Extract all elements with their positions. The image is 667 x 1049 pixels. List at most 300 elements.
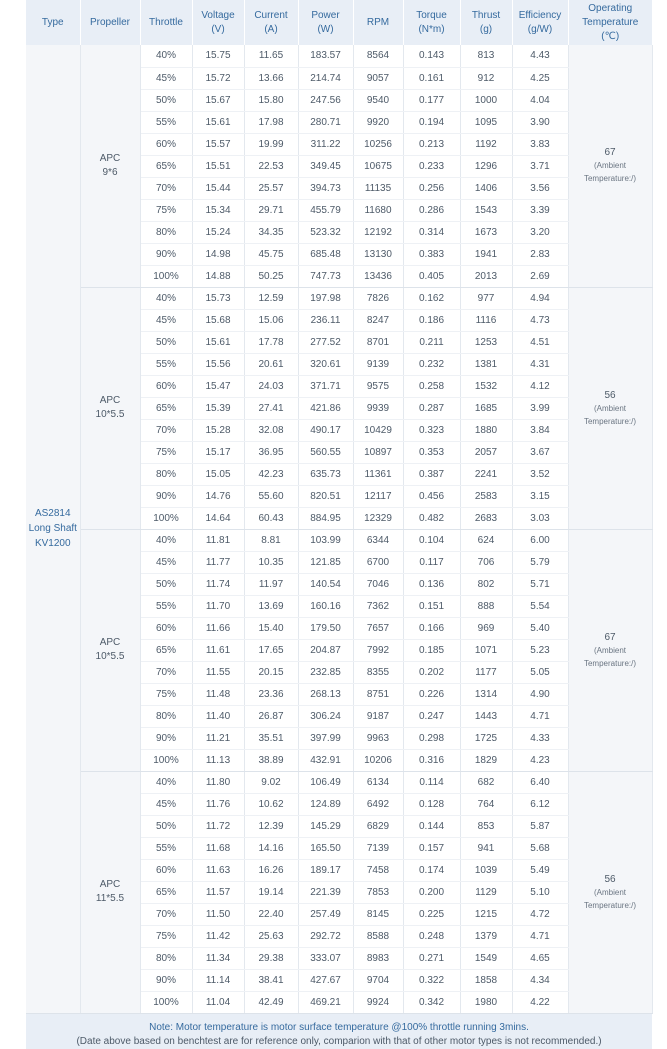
cell-thrust: 1443 [460,705,512,727]
cell-torque: 0.287 [403,397,460,419]
cell-power: 140.54 [298,573,353,595]
cell-torque: 0.144 [403,815,460,837]
cell-efficiency: 3.67 [512,441,568,463]
cell-voltage: 15.17 [192,441,244,463]
cell-voltage: 11.81 [192,529,244,551]
cell-throttle: 55% [140,595,192,617]
cell-torque: 0.353 [403,441,460,463]
cell-throttle: 55% [140,111,192,133]
cell-rpm: 9924 [353,991,403,1013]
cell-power: 160.16 [298,595,353,617]
cell-power: 371.71 [298,375,353,397]
cell-rpm: 6344 [353,529,403,551]
cell-thrust: 1858 [460,969,512,991]
header-propeller: Propeller [80,0,140,45]
cell-power: 236.11 [298,309,353,331]
propeller-cell [80,529,140,771]
cell-voltage: 15.05 [192,463,244,485]
cell-rpm: 11680 [353,199,403,221]
cell-rpm: 10429 [353,419,403,441]
propeller-size: 10*5.5 [95,651,125,662]
cell-voltage: 14.64 [192,507,244,529]
cell-rpm: 10897 [353,441,403,463]
cell-power: 232.85 [298,661,353,683]
propeller-size: 10*5.5 [95,409,125,420]
cell-thrust: 888 [460,595,512,617]
cell-thrust: 1381 [460,353,512,375]
cell-torque: 0.136 [403,573,460,595]
header-torque: Torque (N*m) [403,0,460,45]
propeller-cell [80,45,140,287]
operating-temperature-cell [568,529,652,771]
cell-thrust: 706 [460,551,512,573]
cell-current: 14.16 [244,837,298,859]
cell-voltage: 15.75 [192,45,244,67]
operating-temperature-cell [568,771,652,1013]
cell-voltage: 11.21 [192,727,244,749]
cell-throttle: 65% [140,881,192,903]
cell-power: 103.99 [298,529,353,551]
cell-throttle: 40% [140,529,192,551]
cell-throttle: 65% [140,155,192,177]
cell-current: 45.75 [244,243,298,265]
cell-voltage: 15.57 [192,133,244,155]
cell-current: 50.25 [244,265,298,287]
cell-thrust: 853 [460,815,512,837]
cell-voltage: 15.39 [192,397,244,419]
cell-rpm: 9963 [353,727,403,749]
cell-thrust: 1314 [460,683,512,705]
cell-throttle: 40% [140,287,192,309]
cell-rpm: 6492 [353,793,403,815]
cell-torque: 0.151 [403,595,460,617]
cell-current: 26.87 [244,705,298,727]
ambient-temperature-note: (Ambient Temperature:/) [583,403,637,426]
cell-torque: 0.200 [403,881,460,903]
cell-efficiency: 5.05 [512,661,568,683]
cell-current: 19.14 [244,881,298,903]
footnote [26,1014,652,1049]
cell-throttle: 65% [140,397,192,419]
cell-thrust: 813 [460,45,512,67]
cell-current: 23.36 [244,683,298,705]
cell-efficiency: 3.52 [512,463,568,485]
cell-current: 11.97 [244,573,298,595]
cell-voltage: 11.70 [192,595,244,617]
cell-power: 333.07 [298,947,353,969]
cell-efficiency: 3.99 [512,397,568,419]
cell-voltage: 11.76 [192,793,244,815]
propeller-cell [80,287,140,529]
cell-torque: 0.177 [403,89,460,111]
temperature-value: 56 [604,389,616,401]
cell-torque: 0.342 [403,991,460,1013]
cell-torque: 0.117 [403,551,460,573]
cell-power: 884.95 [298,507,353,529]
cell-current: 32.08 [244,419,298,441]
ambient-temperature-note: (Ambient Temperature:/) [583,887,637,910]
cell-thrust: 1000 [460,89,512,111]
cell-current: 36.95 [244,441,298,463]
cell-rpm: 6700 [353,551,403,573]
cell-throttle: 80% [140,463,192,485]
cell-current: 25.57 [244,177,298,199]
cell-voltage: 15.51 [192,155,244,177]
cell-power: 421.86 [298,397,353,419]
temperature-value: 56 [604,873,616,885]
cell-torque: 0.161 [403,67,460,89]
cell-throttle: 55% [140,837,192,859]
cell-voltage: 15.67 [192,89,244,111]
cell-efficiency: 5.49 [512,859,568,881]
cell-power: 183.57 [298,45,353,67]
cell-throttle: 75% [140,441,192,463]
cell-thrust: 1116 [460,309,512,331]
motor-type-line3: KV1200 [34,538,71,550]
cell-efficiency: 5.68 [512,837,568,859]
header-efficiency: Efficiency (g/W) [512,0,568,45]
cell-power: 320.61 [298,353,353,375]
cell-torque: 0.114 [403,771,460,793]
operating-temperature-cell [568,45,652,287]
header-thrust: Thrust (g) [460,0,512,45]
cell-power: 635.73 [298,463,353,485]
cell-efficiency: 5.87 [512,815,568,837]
cell-voltage: 14.88 [192,265,244,287]
cell-current: 13.66 [244,67,298,89]
cell-power: 397.99 [298,727,353,749]
cell-torque: 0.298 [403,727,460,749]
cell-rpm: 9187 [353,705,403,727]
cell-torque: 0.174 [403,859,460,881]
cell-efficiency: 6.12 [512,793,568,815]
cell-voltage: 11.48 [192,683,244,705]
cell-thrust: 1379 [460,925,512,947]
cell-voltage: 15.47 [192,375,244,397]
cell-current: 25.63 [244,925,298,947]
header-current: Current (A) [244,0,298,45]
cell-current: 29.38 [244,947,298,969]
cell-throttle: 65% [140,639,192,661]
motor-type-cell [26,45,80,1013]
cell-rpm: 9139 [353,353,403,375]
cell-rpm: 9540 [353,89,403,111]
cell-power: 747.73 [298,265,353,287]
cell-voltage: 15.72 [192,67,244,89]
cell-throttle: 90% [140,243,192,265]
cell-throttle: 70% [140,903,192,925]
cell-rpm: 8588 [353,925,403,947]
cell-torque: 0.232 [403,353,460,375]
cell-rpm: 10206 [353,749,403,771]
cell-thrust: 2583 [460,485,512,507]
cell-efficiency: 4.71 [512,705,568,727]
cell-voltage: 15.68 [192,309,244,331]
cell-efficiency: 4.31 [512,353,568,375]
table-row [26,529,652,551]
cell-power: 277.52 [298,331,353,353]
cell-throttle: 75% [140,925,192,947]
cell-torque: 0.128 [403,793,460,815]
propeller-cell [80,771,140,1013]
cell-voltage: 11.57 [192,881,244,903]
cell-thrust: 1039 [460,859,512,881]
cell-efficiency: 3.90 [512,111,568,133]
cell-current: 15.80 [244,89,298,111]
cell-current: 13.69 [244,595,298,617]
cell-efficiency: 4.43 [512,45,568,67]
cell-rpm: 7853 [353,881,403,903]
cell-current: 34.35 [244,221,298,243]
cell-current: 42.49 [244,991,298,1013]
cell-power: 349.45 [298,155,353,177]
cell-torque: 0.194 [403,111,460,133]
cell-current: 22.53 [244,155,298,177]
cell-throttle: 60% [140,375,192,397]
cell-current: 35.51 [244,727,298,749]
cell-current: 19.99 [244,133,298,155]
cell-power: 280.71 [298,111,353,133]
cell-current: 17.98 [244,111,298,133]
cell-current: 12.39 [244,815,298,837]
cell-voltage: 15.28 [192,419,244,441]
cell-voltage: 11.55 [192,661,244,683]
cell-voltage: 11.66 [192,617,244,639]
cell-torque: 0.247 [403,705,460,727]
cell-power: 221.39 [298,881,353,903]
cell-efficiency: 4.51 [512,331,568,353]
cell-power: 257.49 [298,903,353,925]
cell-power: 179.50 [298,617,353,639]
cell-efficiency: 4.23 [512,749,568,771]
cell-torque: 0.405 [403,265,460,287]
cell-rpm: 8751 [353,683,403,705]
cell-rpm: 8355 [353,661,403,683]
cell-power: 214.74 [298,67,353,89]
cell-current: 17.65 [244,639,298,661]
header-rpm: RPM [353,0,403,45]
cell-thrust: 2057 [460,441,512,463]
cell-efficiency: 4.94 [512,287,568,309]
cell-rpm: 7362 [353,595,403,617]
cell-current: 11.65 [244,45,298,67]
cell-rpm: 9939 [353,397,403,419]
cell-voltage: 11.74 [192,573,244,595]
cell-efficiency: 4.71 [512,925,568,947]
cell-thrust: 1725 [460,727,512,749]
cell-power: 189.17 [298,859,353,881]
cell-torque: 0.456 [403,485,460,507]
cell-voltage: 15.61 [192,111,244,133]
cell-power: 106.49 [298,771,353,793]
cell-torque: 0.143 [403,45,460,67]
cell-efficiency: 4.33 [512,727,568,749]
cell-throttle: 50% [140,331,192,353]
cell-rpm: 6134 [353,771,403,793]
cell-thrust: 2013 [460,265,512,287]
cell-current: 12.59 [244,287,298,309]
cell-efficiency: 4.72 [512,903,568,925]
cell-efficiency: 6.40 [512,771,568,793]
cell-thrust: 1532 [460,375,512,397]
cell-power: 455.79 [298,199,353,221]
footnote-note: Note: Motor temperature is motor surface temperature @100% throttle running 3mins. [149,1022,529,1033]
cell-torque: 0.186 [403,309,460,331]
cell-current: 15.40 [244,617,298,639]
cell-rpm: 9920 [353,111,403,133]
cell-voltage: 11.13 [192,749,244,771]
cell-efficiency: 4.22 [512,991,568,1013]
cell-power: 268.13 [298,683,353,705]
cell-efficiency: 5.10 [512,881,568,903]
cell-efficiency: 2.69 [512,265,568,287]
cell-current: 9.02 [244,771,298,793]
table-header [26,0,652,45]
cell-voltage: 15.24 [192,221,244,243]
cell-rpm: 7458 [353,859,403,881]
cell-torque: 0.323 [403,419,460,441]
cell-torque: 0.213 [403,133,460,155]
cell-torque: 0.185 [403,639,460,661]
cell-power: 145.29 [298,815,353,837]
cell-torque: 0.271 [403,947,460,969]
cell-power: 427.67 [298,969,353,991]
cell-throttle: 100% [140,991,192,1013]
cell-efficiency: 4.65 [512,947,568,969]
cell-rpm: 10675 [353,155,403,177]
propeller-brand: APC [99,637,121,648]
cell-torque: 0.258 [403,375,460,397]
cell-efficiency: 3.20 [512,221,568,243]
cell-rpm: 10256 [353,133,403,155]
cell-voltage: 11.80 [192,771,244,793]
cell-torque: 0.211 [403,331,460,353]
cell-efficiency: 3.84 [512,419,568,441]
cell-torque: 0.248 [403,925,460,947]
cell-thrust: 1071 [460,639,512,661]
cell-thrust: 2683 [460,507,512,529]
cell-voltage: 11.63 [192,859,244,881]
table-row [26,45,652,67]
cell-power: 523.32 [298,221,353,243]
cell-efficiency: 3.39 [512,199,568,221]
cell-throttle: 80% [140,221,192,243]
cell-efficiency: 2.83 [512,243,568,265]
cell-power: 560.55 [298,441,353,463]
cell-voltage: 15.56 [192,353,244,375]
cell-thrust: 941 [460,837,512,859]
cell-torque: 0.322 [403,969,460,991]
cell-rpm: 8247 [353,309,403,331]
cell-torque: 0.162 [403,287,460,309]
cell-throttle: 60% [140,617,192,639]
cell-throttle: 70% [140,419,192,441]
cell-voltage: 11.04 [192,991,244,1013]
cell-power: 311.22 [298,133,353,155]
cell-thrust: 2241 [460,463,512,485]
propeller-size: 9*6 [102,166,118,178]
cell-rpm: 9575 [353,375,403,397]
cell-efficiency: 3.71 [512,155,568,177]
cell-throttle: 40% [140,45,192,67]
cell-voltage: 15.73 [192,287,244,309]
cell-rpm: 7992 [353,639,403,661]
cell-efficiency: 3.15 [512,485,568,507]
cell-rpm: 11135 [353,177,403,199]
cell-thrust: 1685 [460,397,512,419]
cell-current: 42.23 [244,463,298,485]
cell-thrust: 802 [460,573,512,595]
temperature-value: 67 [604,631,616,643]
cell-thrust: 912 [460,67,512,89]
cell-torque: 0.233 [403,155,460,177]
cell-efficiency: 3.56 [512,177,568,199]
cell-power: 820.51 [298,485,353,507]
propeller-size: 11*5.5 [95,893,125,904]
cell-voltage: 11.68 [192,837,244,859]
cell-torque: 0.166 [403,617,460,639]
cell-power: 292.72 [298,925,353,947]
cell-efficiency: 4.25 [512,67,568,89]
cell-throttle: 100% [140,749,192,771]
propeller-brand: APC [99,395,121,406]
cell-voltage: 15.61 [192,331,244,353]
cell-current: 20.15 [244,661,298,683]
propeller-brand: APC [99,152,121,164]
cell-voltage: 11.40 [192,705,244,727]
cell-throttle: 80% [140,947,192,969]
cell-voltage: 15.44 [192,177,244,199]
cell-torque: 0.286 [403,199,460,221]
cell-throttle: 55% [140,353,192,375]
cell-thrust: 1296 [460,155,512,177]
ambient-temperature-note: (Ambient Temperature:/) [583,161,637,184]
cell-thrust: 1829 [460,749,512,771]
cell-rpm: 7139 [353,837,403,859]
cell-torque: 0.225 [403,903,460,925]
cell-power: 124.89 [298,793,353,815]
cell-thrust: 1549 [460,947,512,969]
cell-thrust: 1129 [460,881,512,903]
cell-rpm: 7657 [353,617,403,639]
footnote-disclaimer: (Date above based on benchtest are for reference only, comparion with that of other motor types is not recommended.) [76,1036,602,1047]
cell-rpm: 12329 [353,507,403,529]
cell-power: 204.87 [298,639,353,661]
cell-efficiency: 4.12 [512,375,568,397]
cell-thrust: 969 [460,617,512,639]
cell-power: 469.21 [298,991,353,1013]
cell-thrust: 624 [460,529,512,551]
header-voltage: Voltage (V) [192,0,244,45]
cell-rpm: 7826 [353,287,403,309]
cell-rpm: 7046 [353,573,403,595]
cell-current: 38.89 [244,749,298,771]
cell-current: 24.03 [244,375,298,397]
cell-current: 22.40 [244,903,298,925]
cell-torque: 0.202 [403,661,460,683]
header-type: Type [26,0,80,45]
cell-voltage: 11.14 [192,969,244,991]
cell-current: 8.81 [244,529,298,551]
cell-thrust: 1941 [460,243,512,265]
cell-voltage: 11.34 [192,947,244,969]
cell-throttle: 50% [140,89,192,111]
cell-efficiency: 4.90 [512,683,568,705]
cell-throttle: 60% [140,133,192,155]
cell-power: 121.85 [298,551,353,573]
motor-type-line2: Long Shaft [28,523,77,535]
cell-throttle: 90% [140,969,192,991]
